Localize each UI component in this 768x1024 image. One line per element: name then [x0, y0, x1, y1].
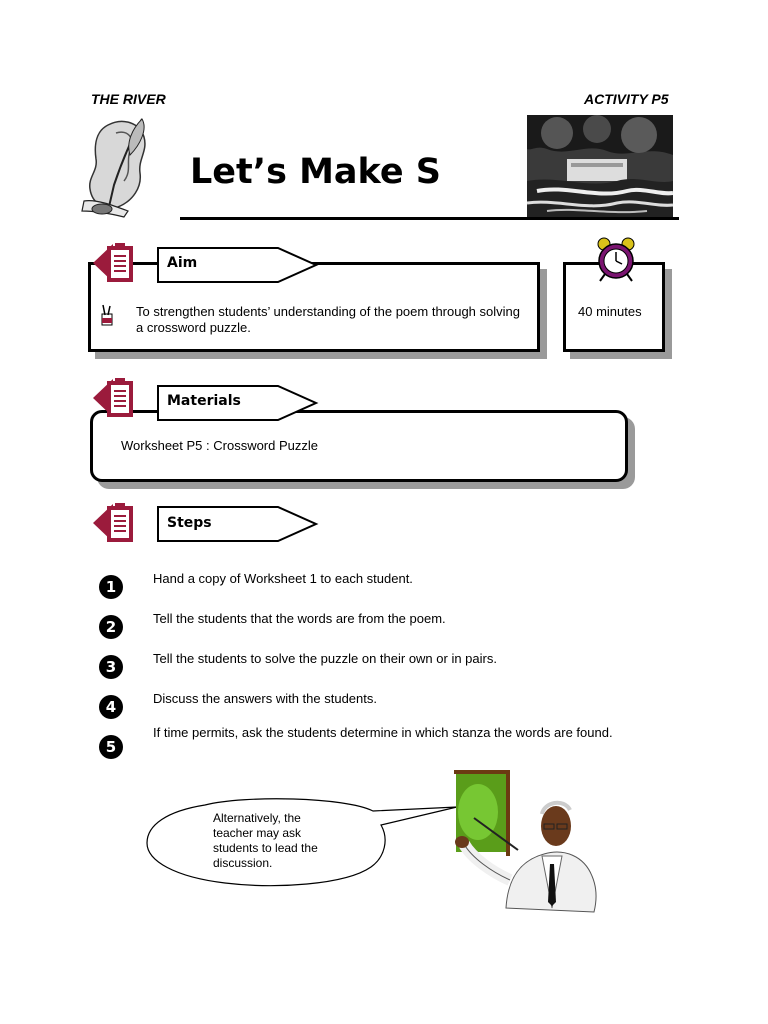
materials-label: Materials	[167, 393, 241, 409]
page-title: Let’s Make S	[190, 152, 441, 192]
alarm-clock-icon	[595, 236, 637, 282]
step-5-number: 5	[99, 735, 123, 759]
step-2-number: 2	[99, 615, 123, 639]
step-3-number: 3	[99, 655, 123, 679]
materials-text: Worksheet P5 : Crossword Puzzle	[121, 438, 318, 453]
header-left: THE RIVER	[91, 91, 166, 107]
step-2-text: Tell the students that the words are from the poem.	[153, 611, 446, 626]
waterfall-photo	[527, 115, 673, 217]
title-rule	[180, 217, 679, 220]
callout-text: Alternatively, the teacher may ask students to lead the discussion.	[213, 811, 318, 870]
time-text: 40 minutes	[578, 304, 642, 319]
header-right: ACTIVITY P5	[584, 91, 669, 107]
aim-clipboard-icon	[91, 240, 139, 286]
step-3-text: Tell the students to solve the puzzle on their own or in pairs.	[153, 651, 497, 666]
aim-text: To strengthen students’ understanding of the poem through solving a crossword puzzle.	[136, 304, 520, 335]
step-1-text: Hand a copy of Worksheet 1 to each student.	[153, 571, 413, 586]
aim-label: Aim	[167, 255, 198, 271]
steps-label: Steps	[167, 515, 212, 531]
step-5-text: If time permits, ask the students determine in which stanza the words are found.	[153, 725, 613, 740]
materials-clipboard-icon	[91, 375, 139, 421]
pencil-cup-icon	[100, 304, 114, 326]
step-4-number: 4	[99, 695, 123, 719]
step-1-number: 1	[99, 575, 123, 599]
steps-clipboard-icon	[91, 500, 139, 546]
step-4-text: Discuss the answers with the students.	[153, 691, 377, 706]
teacher-pointing-clipart	[446, 768, 604, 914]
quill-pen-clipart	[78, 115, 160, 219]
